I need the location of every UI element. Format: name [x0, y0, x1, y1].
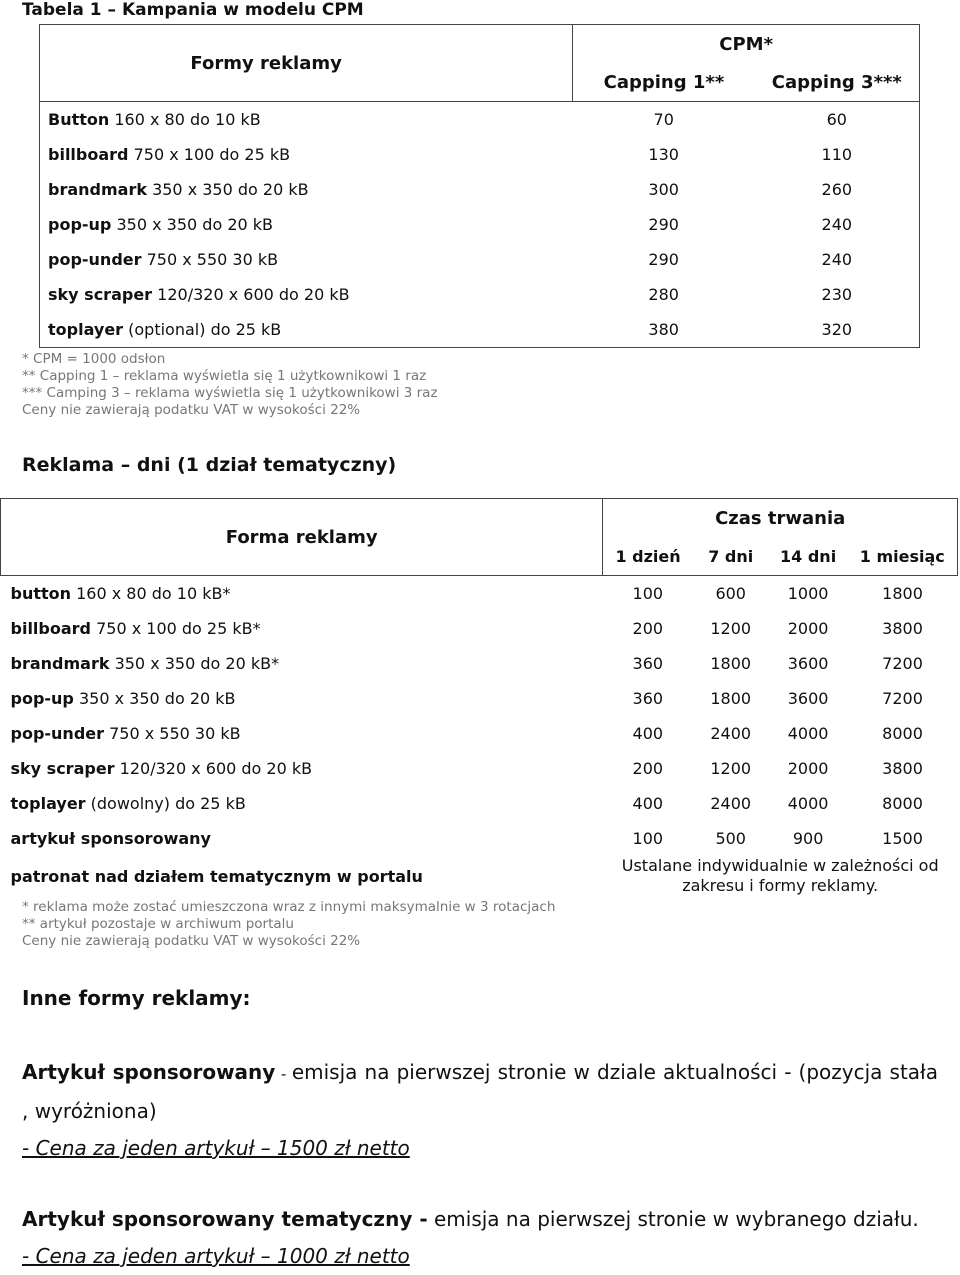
price-cell: 7200	[882, 689, 923, 708]
table-row	[40, 137, 920, 172]
capping1-value: 70	[653, 110, 674, 129]
table-row	[40, 277, 920, 312]
sponsored-thematic-section	[22, 1201, 938, 1275]
price-cell: 200	[632, 619, 664, 638]
price-cell: 1800	[710, 654, 752, 673]
row-label: button 160 x 80 do 10 kB*	[10, 584, 231, 603]
price-cell: 360	[632, 689, 664, 708]
table-row	[40, 102, 920, 138]
price-cell: 1200	[710, 759, 752, 778]
capping3-value: 60	[826, 110, 847, 129]
price-cell: 600	[715, 584, 746, 603]
price-cell: 900	[792, 829, 824, 848]
row-label: pop-up 350 x 350 do 20 kB	[10, 689, 236, 708]
table-row	[40, 172, 920, 207]
capping3-value: 320	[821, 320, 853, 339]
table-row	[1, 576, 958, 612]
patronat-value: Ustalane indywidualnie w zależności od zakresu i formy reklamy.	[621, 856, 939, 895]
price-cell: 7200	[882, 654, 923, 673]
price-cell: 3800	[882, 759, 923, 778]
row-label: Button 160 x 80 do 10 kB	[48, 110, 261, 129]
row-label: sky scraper 120/320 x 600 do 20 kB	[10, 759, 313, 778]
price-cell: 100	[632, 829, 664, 848]
table-row	[1, 751, 958, 786]
price-cell: 3800	[882, 619, 923, 638]
price-cell: 1800	[710, 689, 752, 708]
table2-notes	[22, 899, 555, 950]
capping3-value: 240	[821, 215, 853, 234]
row-label: pop-under 750 x 550 30 kB	[10, 724, 241, 743]
table1-caption: Tabela 1 – Kampania w modelu CPM	[22, 0, 364, 20]
price-cell: 3600	[787, 689, 829, 708]
table-row	[1, 646, 958, 681]
row-label: toplayer (optional) do 25 kB	[48, 320, 282, 339]
table-row	[1, 821, 958, 856]
table1-notes	[22, 351, 438, 419]
table-row	[1, 716, 958, 751]
header-cpm: CPM*	[573, 25, 920, 64]
table-row	[40, 242, 920, 277]
row-label: sky scraper 120/320 x 600 do 20 kB	[48, 285, 350, 304]
row-label: pop-up 350 x 350 do 20 kB	[48, 215, 273, 234]
p2-lead: Artykuł sponsorowany tematyczny -	[22, 1207, 428, 1231]
price-cell: 4000	[787, 794, 829, 813]
capping3-value: 230	[821, 285, 853, 304]
sponsored-article-section	[22, 1054, 938, 1167]
row-label: brandmark 350 x 350 do 20 kB	[48, 180, 309, 199]
row-label: pop-under 750 x 550 30 kB	[48, 250, 279, 269]
note: * reklama może zostać umieszczona wraz z innymi maksymalnie w 3 rotacjach	[22, 899, 556, 915]
price-cell: 1200	[710, 619, 752, 638]
note: Ceny nie zawierają podatku VAT w wysokości 22%	[22, 402, 361, 418]
col-1-miesiac: 1 miesiąc	[848, 539, 958, 576]
table-row	[1, 681, 958, 716]
capping1-value: 300	[648, 180, 679, 199]
capping1-value: 290	[648, 215, 679, 234]
price-cell: 2000	[787, 619, 829, 638]
row-label: billboard 750 x 100 do 25 kB	[48, 145, 291, 164]
price-cell: 8000	[882, 794, 923, 813]
capping1-value: 290	[648, 250, 679, 269]
capping1-value: 380	[648, 320, 679, 339]
price-cell: 400	[632, 724, 664, 743]
price-cell: 200	[632, 759, 664, 778]
header-forma: Forma reklamy	[1, 499, 603, 576]
row-label: toplayer (dowolny) do 25 kB	[10, 794, 246, 813]
header-czas: Czas trwania	[603, 499, 958, 539]
p1-lead: Artykuł sponsorowany	[22, 1060, 276, 1084]
table-row	[40, 312, 920, 348]
p1-price: - Cena za jeden artykuł – 1500 zł netto	[22, 1136, 410, 1160]
header-capping3: Capping 3***	[755, 63, 920, 102]
price-cell: 8000	[882, 724, 923, 743]
price-cell: 2000	[787, 759, 829, 778]
note: ** Capping 1 – reklama wyświetla się 1 użytkownikowi 1 raz	[22, 368, 427, 384]
price-cell: 360	[632, 654, 664, 673]
table-row	[1, 786, 958, 821]
cpm-table	[39, 24, 920, 348]
p2-price: - Cena za jeden artykuł – 1000 zł netto	[22, 1244, 410, 1268]
patronat-label: patronat nad działem tematycznym w portalu	[10, 866, 423, 886]
table-row	[40, 207, 920, 242]
price-cell: 100	[632, 584, 664, 603]
col-14-dni: 14 dni	[769, 539, 848, 576]
price-cell: 1800	[882, 584, 923, 603]
price-cell: 3600	[787, 654, 829, 673]
price-cell: 1000	[787, 584, 829, 603]
price-cell: 2400	[710, 724, 752, 743]
note: ** artykuł pozostaje w archiwum portalu	[22, 916, 294, 932]
header-capping1: Capping 1**	[573, 63, 755, 102]
note: * CPM = 1000 odsłon	[22, 351, 166, 367]
col-1-dzien: 1 dzień	[603, 539, 693, 576]
row-label: brandmark 350 x 350 do 20 kB*	[10, 654, 280, 673]
capping3-value: 110	[821, 145, 853, 164]
row-label: billboard 750 x 100 do 25 kB*	[10, 619, 261, 638]
note: *** Camping 3 – reklama wyświetla się 1 użytkownikowi 3 raz	[22, 385, 438, 401]
price-cell: 400	[632, 794, 664, 813]
capping3-value: 260	[821, 180, 853, 199]
note: Ceny nie zawierają podatku VAT w wysokości 22%	[22, 933, 361, 949]
duration-table	[0, 498, 958, 896]
table2-title: Reklama – dni (1 dział tematyczny)	[22, 454, 397, 476]
p1-text: emisja na pierwszej stronie w dziale aktualności - (pozycja stała , wyróżniona)	[22, 1060, 938, 1123]
price-cell: 1500	[882, 829, 923, 848]
p2-text: emisja na pierwszej stronie w wybranego działu.	[427, 1207, 919, 1231]
capping1-value: 280	[648, 285, 679, 304]
price-cell: 4000	[787, 724, 829, 743]
p1-dash: -	[275, 1065, 292, 1083]
header-forms: Formy reklamy	[40, 25, 573, 102]
other-forms-heading: Inne formy reklamy:	[22, 986, 251, 1010]
price-cell: 500	[715, 829, 746, 848]
table-row	[1, 611, 958, 646]
row-label: artykuł sponsorowany	[10, 829, 211, 848]
price-cell: 2400	[710, 794, 752, 813]
capping3-value: 240	[821, 250, 853, 269]
col-7-dni: 7 dni	[693, 539, 769, 576]
capping1-value: 130	[648, 145, 679, 164]
